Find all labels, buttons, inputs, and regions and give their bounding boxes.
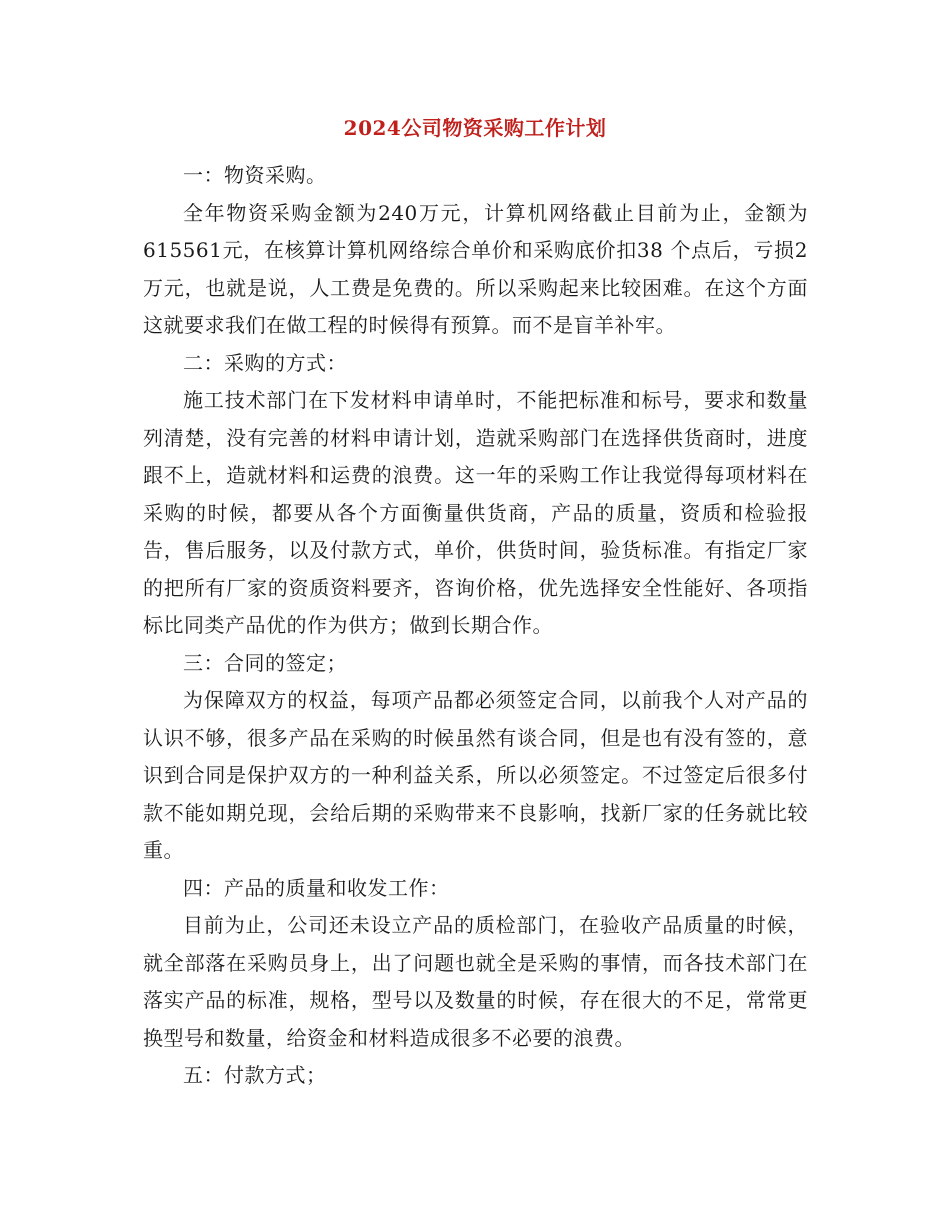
document-title: 2024公司物资采购工作计划 — [343, 116, 607, 140]
paragraph: 施工技术部门在下发材料申请单时，不能把标准和标号，要求和数量列清楚，没有完善的材料申请计划，造就采购部门在选择供货商时，进度跟不上，造就材料和运费的浪费。这一年的采购工作让我觉得每项材料在采购的时候，都要从各个方面衡量供货商，产品的质量，资质和检验报告，售后服务，以及付款方式，单价，供货时间，验货标准。有指定厂家的把所有厂家的资质资料要齐，咨询价格，优先选择安全性能好、各项指标比同类产品优的作为供方；做到长期合作。 — [143, 388, 808, 637]
section-heading-5: 五：付款方式； — [183, 1063, 327, 1087]
paragraph: 为保障双方的权益，每项产品都必须签定合同，以前我个人对产品的认识不够，很多产品在采购的时候虽然有谈合同，但是也有没有签的，意识到合同是保护双方的一种利益关系，所以必须签定。不过签定后很多付款不能如期兑现，会给后期的采购带来不良影响，找新厂家的任务就比较重。 — [143, 688, 808, 862]
document-body — [143, 157, 808, 1095]
section-heading-2: 二：采购的方式： — [183, 350, 347, 375]
section-heading-1: 一：物资采购。 — [183, 163, 327, 187]
paragraph: 目前为止，公司还未设立产品的质检部门，在验收产品质量的时候，就全部落在采购员身上，出了问题也就全是采购的事情，而各技术部门在落实产品的标准，规格，型号以及数量的时候，存在很大的不足，常常更换型号和数量，给资金和材料造成很多不必要的浪费。 — [143, 913, 808, 1050]
paragraph: 全年物资采购金额为240万元，计算机网络截止目前为止，金额为615561元，在核算计算机网络综合单价和采购底价扣38 个点后，亏损2万元，也就是说，人工费是免费的。所以采购起来比较困难。在这个方面这就要求我们在做工程的时候得有预算。而不是盲羊补牢。 — [143, 200, 808, 337]
section-heading-4: 四：产品的质量和收发工作： — [183, 875, 450, 900]
section-heading-3: 三：合同的签定； — [183, 650, 347, 675]
